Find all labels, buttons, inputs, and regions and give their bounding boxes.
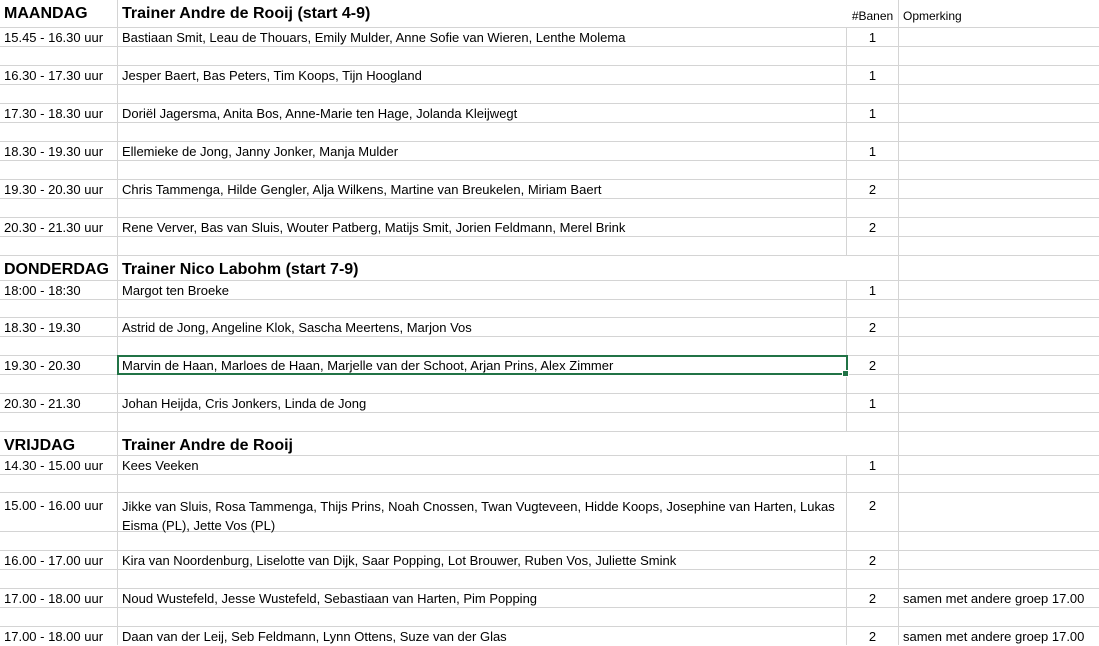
empty-cell[interactable]	[0, 300, 118, 317]
spacer-row	[0, 375, 1099, 394]
banen-cell[interactable]: 1	[847, 281, 899, 299]
empty-cell[interactable]	[899, 375, 1099, 393]
empty-cell[interactable]	[847, 432, 899, 455]
empty-cell[interactable]	[847, 475, 899, 492]
time-cell[interactable]: 17.00 - 18.00 uur	[0, 627, 118, 645]
time-cell[interactable]: 17.30 - 18.30 uur	[0, 104, 118, 122]
empty-cell[interactable]	[899, 47, 1099, 65]
empty-cell[interactable]	[899, 337, 1099, 355]
note-cell[interactable]: samen met andere groep 17.00	[903, 591, 1085, 606]
day-cell[interactable]: VRIJDAG	[0, 432, 118, 455]
empty-cell[interactable]	[847, 237, 899, 255]
empty-cell[interactable]	[899, 237, 1099, 255]
empty-cell[interactable]	[899, 256, 1099, 280]
table-row	[0, 394, 1099, 413]
names-cell[interactable]: Ellemieke de Jong, Janny Jonker, Manja Mulder	[118, 142, 847, 160]
empty-cell[interactable]	[0, 375, 118, 393]
banen-column-header[interactable]: #Banen	[847, 0, 899, 27]
note-cell[interactable]	[899, 28, 1099, 46]
empty-cell[interactable]	[899, 123, 1099, 141]
banen-cell[interactable]: 1	[847, 394, 899, 412]
empty-cell[interactable]	[0, 123, 118, 141]
empty-cell[interactable]	[0, 413, 118, 431]
empty-cell[interactable]	[0, 199, 118, 217]
spacer-row	[0, 337, 1099, 356]
banen-cell[interactable]: 2	[847, 356, 899, 374]
empty-cell[interactable]	[899, 532, 1099, 550]
note-cell[interactable]: samen met andere groep 17.00	[903, 629, 1085, 644]
time-cell[interactable]: 20.30 - 21.30	[0, 394, 118, 412]
empty-cell[interactable]	[118, 337, 847, 355]
empty-cell[interactable]	[847, 256, 899, 280]
spacer-row	[0, 161, 1099, 180]
empty-cell[interactable]	[899, 608, 1099, 626]
empty-cell[interactable]	[899, 475, 1099, 492]
names-cell[interactable]: Jesper Baert, Bas Peters, Tim Koops, Tijn Hoogland	[118, 66, 847, 84]
day-cell[interactable]: DONDERDAG	[0, 256, 118, 280]
opmerking-column-header[interactable]: Opmerking	[903, 9, 962, 23]
banen-cell[interactable]: 2	[847, 318, 899, 336]
empty-cell[interactable]	[899, 432, 1099, 455]
empty-cell[interactable]	[0, 570, 118, 588]
spacer-row	[0, 570, 1099, 589]
note-cell[interactable]	[899, 356, 1099, 374]
empty-cell[interactable]	[847, 413, 899, 431]
empty-cell[interactable]	[118, 85, 847, 103]
table-row	[0, 66, 1099, 85]
banen-cell[interactable]: 2	[847, 627, 899, 645]
table-row	[0, 493, 1099, 532]
empty-cell[interactable]	[847, 608, 899, 626]
section-header-maandag	[0, 0, 1099, 28]
empty-cell[interactable]	[118, 570, 847, 588]
spacer-row	[0, 123, 1099, 142]
note-cell[interactable]	[899, 394, 1099, 412]
trainer-cell[interactable]: Trainer Andre de Rooij (start 4-9)	[122, 5, 371, 22]
section-header-vrijdag	[0, 432, 1099, 456]
time-cell[interactable]: 19.30 - 20.30	[0, 356, 118, 374]
spacer-row	[0, 47, 1099, 66]
note-cell[interactable]	[899, 493, 1099, 531]
fill-handle[interactable]	[842, 370, 849, 377]
banen-cell[interactable]: 2	[847, 218, 899, 236]
empty-cell[interactable]	[847, 123, 899, 141]
time-cell[interactable]: 19.30 - 20.30 uur	[0, 180, 118, 198]
note-cell[interactable]	[899, 551, 1099, 569]
table-row	[0, 627, 1099, 645]
table-row	[0, 142, 1099, 161]
spacer-row	[0, 608, 1099, 627]
empty-cell[interactable]	[847, 570, 899, 588]
empty-cell[interactable]	[118, 375, 847, 393]
empty-cell[interactable]	[118, 47, 847, 65]
table-row	[0, 28, 1099, 47]
names-cell[interactable]: Noud Wustefeld, Jesse Wustefeld, Sebastiaan van Harten, Pim Popping	[118, 589, 847, 607]
empty-cell[interactable]	[0, 608, 118, 626]
empty-cell[interactable]	[847, 85, 899, 103]
spacer-row	[0, 199, 1099, 218]
time-cell[interactable]: 20.30 - 21.30 uur	[0, 218, 118, 236]
empty-cell[interactable]	[847, 300, 899, 317]
time-cell[interactable]: 18.30 - 19.30	[0, 318, 118, 336]
empty-cell[interactable]	[847, 199, 899, 217]
banen-cell[interactable]: 2	[847, 180, 899, 198]
empty-cell[interactable]	[899, 85, 1099, 103]
names-cell[interactable]: Kees Veeken	[118, 456, 847, 474]
names-cell[interactable]: Doriël Jagersma, Anita Bos, Anne-Marie ten Hage, Jolanda Kleijwegt	[118, 104, 847, 122]
time-cell[interactable]: 16.00 - 17.00 uur	[0, 551, 118, 569]
table-row	[0, 218, 1099, 237]
spacer-row	[0, 85, 1099, 104]
names-cell[interactable]: Johan Heijda, Cris Jonkers, Linda de Jong	[118, 394, 847, 412]
note-cell[interactable]	[899, 142, 1099, 160]
note-cell[interactable]	[899, 281, 1099, 299]
time-cell[interactable]: 18.30 - 19.30 uur	[0, 142, 118, 160]
empty-cell[interactable]	[847, 161, 899, 179]
empty-cell[interactable]	[899, 199, 1099, 217]
spacer-row	[0, 532, 1099, 551]
empty-cell[interactable]	[899, 161, 1099, 179]
banen-cell[interactable]: 1	[847, 456, 899, 474]
time-cell[interactable]: 14.30 - 15.00 uur	[0, 456, 118, 474]
empty-cell[interactable]	[899, 413, 1099, 431]
banen-cell[interactable]: 1	[847, 28, 899, 46]
empty-cell[interactable]	[118, 237, 847, 255]
empty-cell[interactable]	[0, 337, 118, 355]
banen-cell[interactable]: 1	[847, 142, 899, 160]
empty-cell[interactable]	[118, 123, 847, 141]
empty-cell[interactable]	[899, 570, 1099, 588]
note-cell[interactable]	[899, 318, 1099, 336]
table-row	[0, 180, 1099, 199]
trainer-cell[interactable]: Trainer Nico Labohm (start 7-9)	[122, 261, 359, 278]
day-cell[interactable]: MAANDAG	[0, 0, 118, 27]
note-cell[interactable]	[899, 66, 1099, 84]
table-row	[0, 589, 1099, 608]
names-cell[interactable]: Chris Tammenga, Hilde Gengler, Alja Wilkens, Martine van Breukelen, Miriam Baert	[118, 180, 847, 198]
empty-cell[interactable]	[847, 47, 899, 65]
trainer-cell[interactable]: Trainer Andre de Rooij	[122, 437, 293, 454]
names-cell[interactable]: Kira van Noordenburg, Liselotte van Dijk, Saar Popping, Lot Brouwer, Ruben Vos, Juliette Smink	[118, 551, 847, 569]
empty-cell[interactable]	[118, 413, 847, 431]
names-cell[interactable]: Jikke van Sluis, Rosa Tammenga, Thijs Prins, Noah Cnossen, Twan Vugteveen, Hidde Koops, Josephine van Harten, Lukas Eisma (PL), Jette Vos (PL)	[118, 493, 847, 531]
spacer-row	[0, 475, 1099, 493]
empty-cell[interactable]	[118, 161, 847, 179]
empty-cell[interactable]	[899, 300, 1099, 317]
names-cell[interactable]: Rene Verver, Bas van Sluis, Wouter Patberg, Matijs Smit, Jorien Feldmann, Merel Brink	[118, 218, 847, 236]
note-cell[interactable]	[899, 180, 1099, 198]
table-row	[0, 551, 1099, 570]
empty-cell[interactable]	[0, 237, 118, 255]
empty-cell[interactable]	[0, 161, 118, 179]
empty-cell[interactable]	[0, 475, 118, 492]
empty-cell[interactable]	[0, 532, 118, 550]
table-row	[0, 104, 1099, 123]
spacer-row	[0, 237, 1099, 256]
empty-cell[interactable]	[847, 532, 899, 550]
table-row	[0, 281, 1099, 300]
section-header-donderdag	[0, 256, 1099, 281]
spacer-row	[0, 413, 1099, 432]
names-cell[interactable]: Bastiaan Smit, Leau de Thouars, Emily Mulder, Anne Sofie van Wieren, Lenthe Molema	[118, 28, 847, 46]
time-cell[interactable]: 16.30 - 17.30 uur	[0, 66, 118, 84]
note-cell[interactable]	[899, 218, 1099, 236]
banen-cell[interactable]: 1	[847, 66, 899, 84]
note-cell[interactable]	[899, 456, 1099, 474]
time-cell[interactable]: 18:00 - 18:30	[0, 281, 118, 299]
empty-cell[interactable]	[118, 475, 847, 492]
names-cell[interactable]: Astrid de Jong, Angeline Klok, Sascha Meertens, Marjon Vos	[118, 318, 847, 336]
empty-cell[interactable]	[0, 85, 118, 103]
names-cell-selected[interactable]: Marvin de Haan, Marloes de Haan, Marjelle van der Schoot, Arjan Prins, Alex Zimmer	[118, 356, 847, 374]
table-row	[0, 356, 1099, 375]
time-cell[interactable]: 15.45 - 16.30 uur	[0, 28, 118, 46]
empty-cell[interactable]	[118, 532, 847, 550]
table-row	[0, 456, 1099, 475]
time-cell[interactable]: 17.00 - 18.00 uur	[0, 589, 118, 607]
empty-cell[interactable]	[847, 337, 899, 355]
empty-cell[interactable]	[118, 300, 847, 317]
time-cell[interactable]: 15.00 - 16.00 uur	[0, 493, 118, 531]
banen-cell[interactable]: 1	[847, 104, 899, 122]
names-cell[interactable]: Daan van der Leij, Seb Feldmann, Lynn Ottens, Suze van der Glas	[118, 627, 847, 645]
names-cell[interactable]: Margot ten Broeke	[118, 281, 847, 299]
banen-cell[interactable]: 2	[847, 589, 899, 607]
empty-cell[interactable]	[118, 199, 847, 217]
table-row	[0, 318, 1099, 337]
spacer-row	[0, 300, 1099, 318]
empty-cell[interactable]	[0, 47, 118, 65]
banen-cell[interactable]: 2	[847, 493, 899, 531]
banen-cell[interactable]: 2	[847, 551, 899, 569]
empty-cell[interactable]	[847, 375, 899, 393]
empty-cell[interactable]	[118, 608, 847, 626]
note-cell[interactable]	[899, 104, 1099, 122]
